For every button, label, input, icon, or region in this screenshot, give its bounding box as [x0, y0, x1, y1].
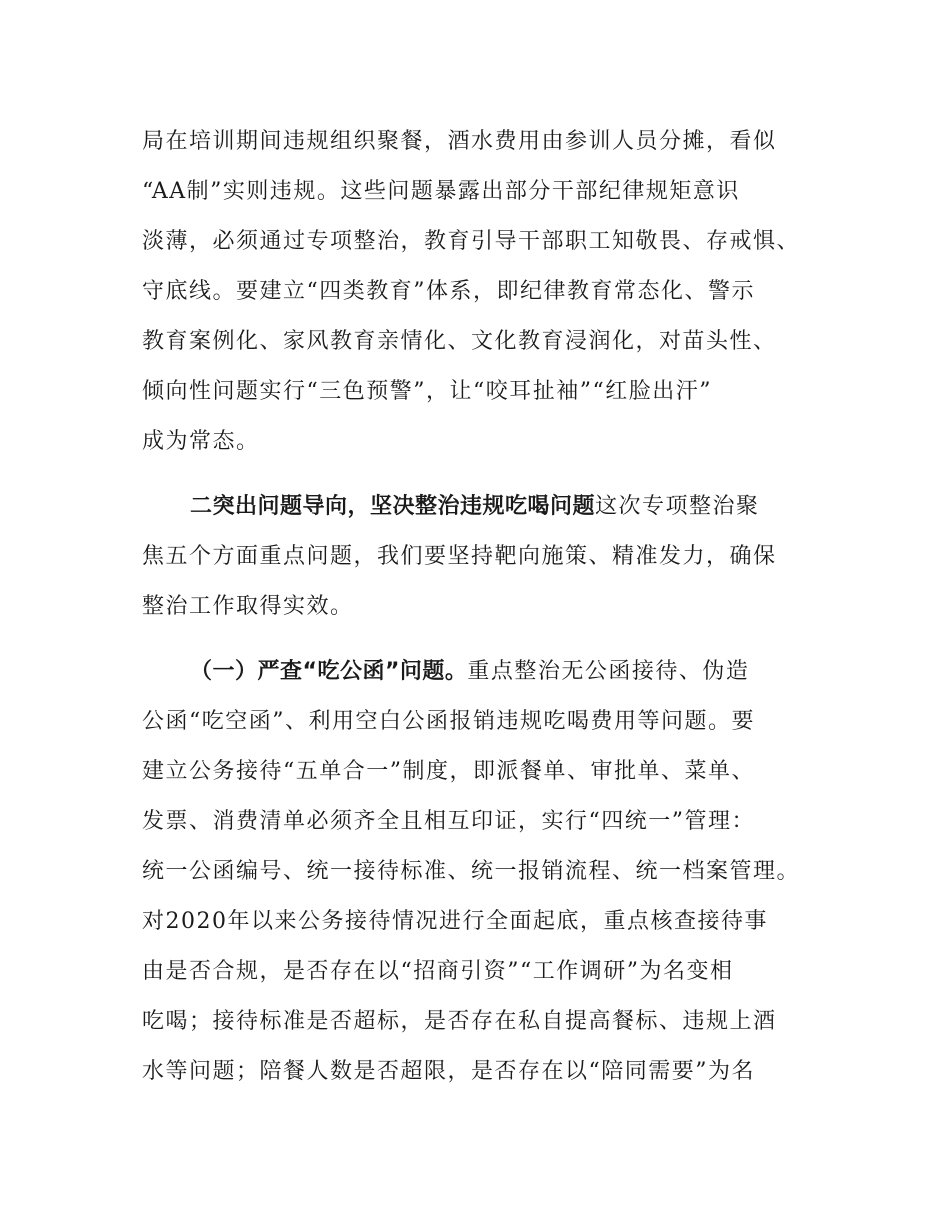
body-text-line: 焦五个方面重点问题，我们要坚持靶向施策、精准发力，确保 [142, 544, 777, 569]
section-heading: 二突出问题导向，坚决整治违规吃喝问题 [190, 494, 596, 519]
body-text-line: 倾向性问题实行“三色预警”，让“咬耳扯袖”“红脸出汗” [142, 379, 712, 404]
subsection-heading: （一）严查“吃公函”问题。 [190, 659, 468, 684]
body-text-run: 重点整治无公函接待、伪造 [467, 659, 750, 684]
body-text-line: 公函“吃空函”、利用空白公函报销违规吃喝费用等问题。要 [142, 709, 755, 734]
section-heading-line [190, 485, 760, 529]
body-text-run: 这次专项整治聚 [595, 494, 760, 519]
body-text-line: 水等问题；陪餐人数是否超限，是否存在以“陪同需要”为名 [142, 1059, 755, 1084]
body-text-line: 教育案例化、家风教育亲情化、文化教育浸润化，对苗头性、 [142, 329, 777, 354]
body-text-line: 统一公函编号、统一接待标准、统一报销流程、统一档案管理。 [142, 859, 801, 884]
body-text-line: 淡薄，必须通过专项整治，教育引导干部职工知敬畏、存戒惧、 [142, 229, 801, 254]
body-text-line: “AA制”实则违规。这些问题暴露出部分干部纪律规矩意识 [142, 179, 740, 204]
body-text-line: 整治工作取得实效。 [142, 594, 354, 619]
body-text-line: 发票、消费清单必须齐全且相互印证，实行“四统一”管理： [142, 809, 755, 834]
body-text-line: 局在培训期间违规组织聚餐，酒水费用由参训人员分摊，看似 [142, 129, 777, 154]
body-text-line: 吃喝；接待标准是否超标，是否存在私自提高餐标、违规上酒 [142, 1009, 777, 1034]
body-text-line: 守底线。要建立“四类教育”体系，即纪律教育常态化、警示 [142, 279, 755, 304]
body-text-line: 建立公务接待“五单合一”制度，即派餐单、审批单、菜单、 [142, 759, 755, 784]
body-text-line: 成为常态。 [142, 429, 260, 454]
subsection-heading-line [190, 650, 749, 694]
body-text-line: 由是否合规，是否存在以“招商引资”“工作调研”为名变相 [142, 959, 734, 984]
body-text-line: 对2020年以来公务接待情况进行全面起底，重点核查接待事 [142, 909, 768, 934]
